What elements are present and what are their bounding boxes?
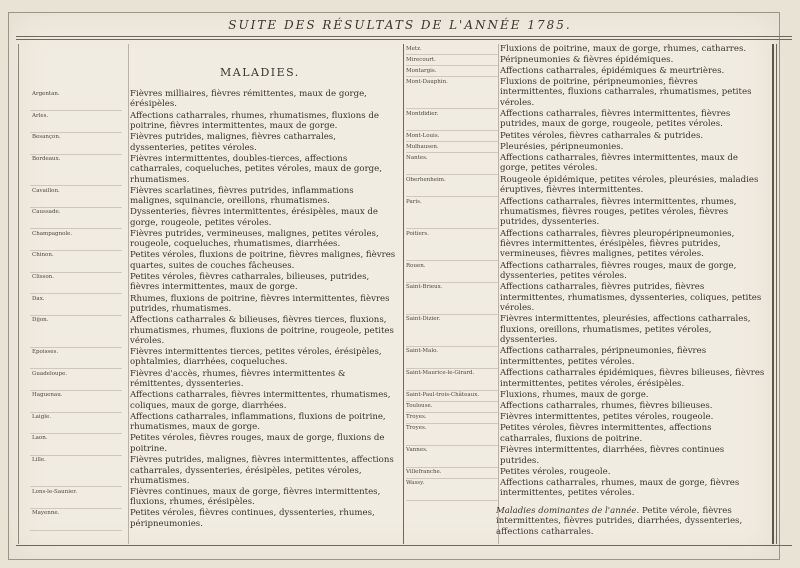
- place-name: Villefranche.: [406, 469, 442, 476]
- disease-description: Fluxions, rhumes, maux de gorge.: [500, 390, 649, 401]
- place-name: Guadeloupe.: [32, 370, 68, 377]
- bottom-rule: [16, 545, 792, 546]
- row-separator: [30, 530, 122, 531]
- place-name: Epoisses.: [32, 348, 59, 355]
- place-name: Laigle.: [32, 413, 51, 420]
- place-name: Poitiers.: [406, 230, 429, 237]
- place-name: Montdidier.: [406, 110, 439, 117]
- disease-description: Fièvres intermittentes, petites véroles, rougeole.: [500, 412, 714, 423]
- place-name: Lille.: [32, 457, 46, 464]
- place-name: Paris.: [406, 198, 422, 205]
- footer-text: Petite vérole, fièvres intermittentes, fièvres putrides, diarrhées, dyssenteries, affections catharrales.: [496, 506, 743, 537]
- place-name: Saint-Brieux.: [406, 284, 443, 291]
- disease-description: Affections catharrales, fièvres pleuropéripneumonies, fièvres intermittentes, érésipèles, fièvres putrides, vermineuses, fièvres malignes, petites véroles.: [500, 228, 735, 260]
- place-name: Mulhausen.: [406, 143, 439, 150]
- disease-description: Petites véroles, fièvres rouges, maux de gorge, fluxions de poitrine.: [130, 433, 385, 454]
- place-name: Mont-Louis.: [406, 132, 440, 139]
- place-name: Chinon.: [32, 252, 54, 259]
- place-name: Caussade.: [32, 209, 61, 216]
- place-name: Mont-Dauphin.: [406, 78, 448, 85]
- right-column-divider: [498, 44, 499, 544]
- disease-description: Rougeole épidémique, petites véroles, pleurésies, maladies éruptives, fièvres intermittentes.: [500, 174, 759, 196]
- disease-description: Affections catharrales, inflammations, fluxions de poitrine, rhumatismes, maux de gorge.: [130, 411, 386, 433]
- disease-description: Affections catharrales, fièvres intermittentes, fièvres putrides, maux de gorge, rougeole, petites véroles.: [500, 108, 731, 130]
- disease-description: Fièvres putrides, vermineuses, malignes, petites véroles, rougeole, coqueluches, rhumatismes, diarrhées.: [130, 228, 379, 250]
- place-name: Argentan.: [32, 91, 60, 97]
- left-frame-line: [18, 44, 19, 544]
- place-name: Wassy.: [406, 480, 425, 487]
- disease-description: Fièvres intermittentes tierces, petites véroles, érésipèles, ophtalmies, diarrhées, coqueluches.: [130, 346, 382, 368]
- place-name: Saint-Malo.: [406, 348, 439, 355]
- place-name: Clisson.: [32, 274, 54, 281]
- place-name: Cavaillon.: [32, 187, 60, 194]
- place-name: Troyes.: [406, 425, 427, 432]
- place-name: Oberhenheim.: [406, 176, 446, 183]
- disease-description: Affections catharrales, rhumes, fièvres bilieuses.: [500, 401, 713, 412]
- place-name: Lons-le-Saunier.: [32, 488, 77, 495]
- disease-description: Fièvres scarlatines, fièvres putrides, inflammations malignes, squinancie, oreillons, rhumatismes.: [130, 185, 354, 206]
- place-name: Mayenne.: [32, 510, 60, 517]
- disease-description: Affections catharrales & bilieuses, fièvres tierces, fluxions, rhumatismes, rhumes, fluxions de poitrine, rougeole, petites véroles.: [130, 315, 394, 347]
- disease-description: Petites véroles, fièvres continues, dyssenteries, rhumes, péripneumonies.: [130, 508, 375, 529]
- place-name: Vannes.: [406, 447, 428, 454]
- place-name: Nantes.: [406, 154, 428, 161]
- disease-description: Pleurésies, péripneumonies.: [500, 141, 624, 152]
- disease-description: Fièvres milliaires, fièvres rémittentes, maux de gorge, érésipèles.: [130, 89, 367, 110]
- disease-description: Dyssenteries, fièvres intermittentes, érésipèles, maux de gorge, rougeole, petites véroles.: [130, 207, 379, 228]
- disease-description: Affections catharrales, épidémiques & meurtrières.: [500, 65, 725, 76]
- place-name: Saint-Dizier.: [406, 316, 441, 323]
- disease-description: Fièvres continues, maux de gorge, fièvres intermittentes, fluxions, rhumes, érésipèles.: [130, 486, 381, 508]
- center-divider: [403, 44, 404, 544]
- place-name: Bordeaux.: [32, 155, 61, 162]
- place-name: Metz.: [406, 46, 422, 52]
- place-name: Saint-Maurice-le-Girard.: [406, 370, 475, 377]
- disease-description: Petites véroles, fièvres catharrales & putrides.: [500, 130, 704, 141]
- disease-description: Affections catharrales, rhumes, rhumatismes, fluxions de poitrine, fièvres intermittentes, maux de gorge.: [130, 110, 379, 132]
- place-name: Arles.: [32, 112, 49, 119]
- page-title: SUITE DES RÉSULTATS DE L'ANNÉE 1785.: [228, 18, 572, 32]
- place-name: Mirecourt.: [406, 56, 436, 63]
- disease-description: Petites véroles, fièvres intermittentes, affections catharrales, fluxions de poitrine.: [500, 423, 712, 444]
- disease-description: Affections catharrales, fièvres intermittentes, rhumes, rhumatismes, fièvres rouges, petites véroles, fièvres putrides, dyssenteries.: [500, 196, 737, 228]
- dominant-diseases-note: [496, 506, 766, 537]
- place-name: Besançon.: [32, 134, 61, 141]
- disease-description: Petites véroles, fluxions de poitrine, fièvres malignes, fièvres quartes, suites de couches fâcheuses.: [130, 250, 396, 271]
- place-name: Rouen.: [406, 262, 426, 269]
- right-frame-line: [772, 44, 774, 544]
- disease-description: Affections catharrales, péripneumonies, fièvres intermittentes, petites véroles.: [500, 346, 707, 367]
- top-rule-2: [16, 39, 792, 40]
- left-column-divider: [128, 44, 129, 544]
- disease-description: Petites véroles, rougeole.: [500, 467, 611, 478]
- disease-description: Affections catharrales, fièvres rouges, maux de gorge, dyssenteries, petites véroles.: [500, 260, 737, 281]
- place-name: Laon.: [32, 435, 48, 442]
- disease-description: Affections catharrales, rhumes, maux de gorge, fièvres intermittentes, petites véroles.: [500, 478, 740, 499]
- disease-description: Fièvres d'accès, rhumes, fièvres intermittentes & rémittentes, dyssenteries.: [130, 368, 346, 389]
- disease-description: Rhumes, fluxions de poitrine, fièvres intermittentes, fièvres putrides, rhumatismes.: [130, 293, 390, 315]
- disease-description: Fièvres putrides, malignes, fièvres intermittentes, affections catharrales, dyssenteries, érésipèles, petites véroles, rhumatismes.: [130, 455, 394, 486]
- disease-description: Fluxions de poitrine, maux de gorge, rhumes, catharres.: [500, 44, 747, 54]
- disease-description: Affections catharrales épidémiques, fièvres bilieuses, fièvres intermittentes, petites véroles, érésipèles.: [500, 368, 765, 389]
- place-name: Montargis.: [406, 67, 437, 74]
- disease-description: Fluxions de poitrine, péripneumonies, fièvres intermittentes, fluxions catharrales, rhumatismes, petites véroles.: [500, 76, 752, 108]
- disease-description: Affections catharrales, fièvres intermittentes, maux de gorge, petites véroles.: [500, 152, 738, 174]
- place-name: Haguenau.: [32, 392, 63, 399]
- disease-description: Fièvres putrides, malignes, fièvres catharrales, dyssenteries, petites véroles.: [130, 132, 336, 153]
- top-rule: [16, 36, 792, 37]
- disease-description: Affections catharrales, fièvres putrides, fièvres intermittentes, rhumatismes, dyssenteries, coliques, petites véroles.: [500, 282, 762, 314]
- disease-description: Petites véroles, fièvres catharrales, bilieuses, putrides, fièvres intermittentes, maux de gorge.: [130, 272, 370, 293]
- right-frame-line-2: [776, 44, 777, 544]
- disease-description: Fièvres intermittentes, doubles-tierces, affections catharrales, coqueluches, petites véroles, maux de gorge, rhumatismes.: [130, 153, 383, 185]
- place-name: Troyes.: [406, 414, 427, 421]
- maladies-heading: MALADIES.: [220, 66, 300, 79]
- place-name: Dijon.: [32, 317, 49, 324]
- disease-description: Péripneumonies & fièvres épidémiques.: [500, 54, 674, 65]
- disease-description: Fièvres intermittentes, diarrhées, fièvres continues putrides.: [500, 445, 725, 466]
- place-name: Dax.: [32, 295, 45, 302]
- footer-label: Maladies dominantes de l'année.: [496, 506, 640, 516]
- disease-description: Affections catharrales, fièvres intermittentes, rhumatismes, coliques, maux de gorge, diarrhées.: [130, 390, 391, 411]
- row-separator: [406, 500, 498, 501]
- place-name: Saint-Paul-trois-Châteaux.: [406, 392, 480, 399]
- place-name: Champagnole.: [32, 230, 73, 237]
- disease-description: Fièvres intermittentes, pleurésies, affections catharrales, fluxions, oreillons, rhumatismes, petites véroles, dyssenteries.: [500, 314, 751, 346]
- place-name: Toulouse.: [406, 403, 433, 410]
